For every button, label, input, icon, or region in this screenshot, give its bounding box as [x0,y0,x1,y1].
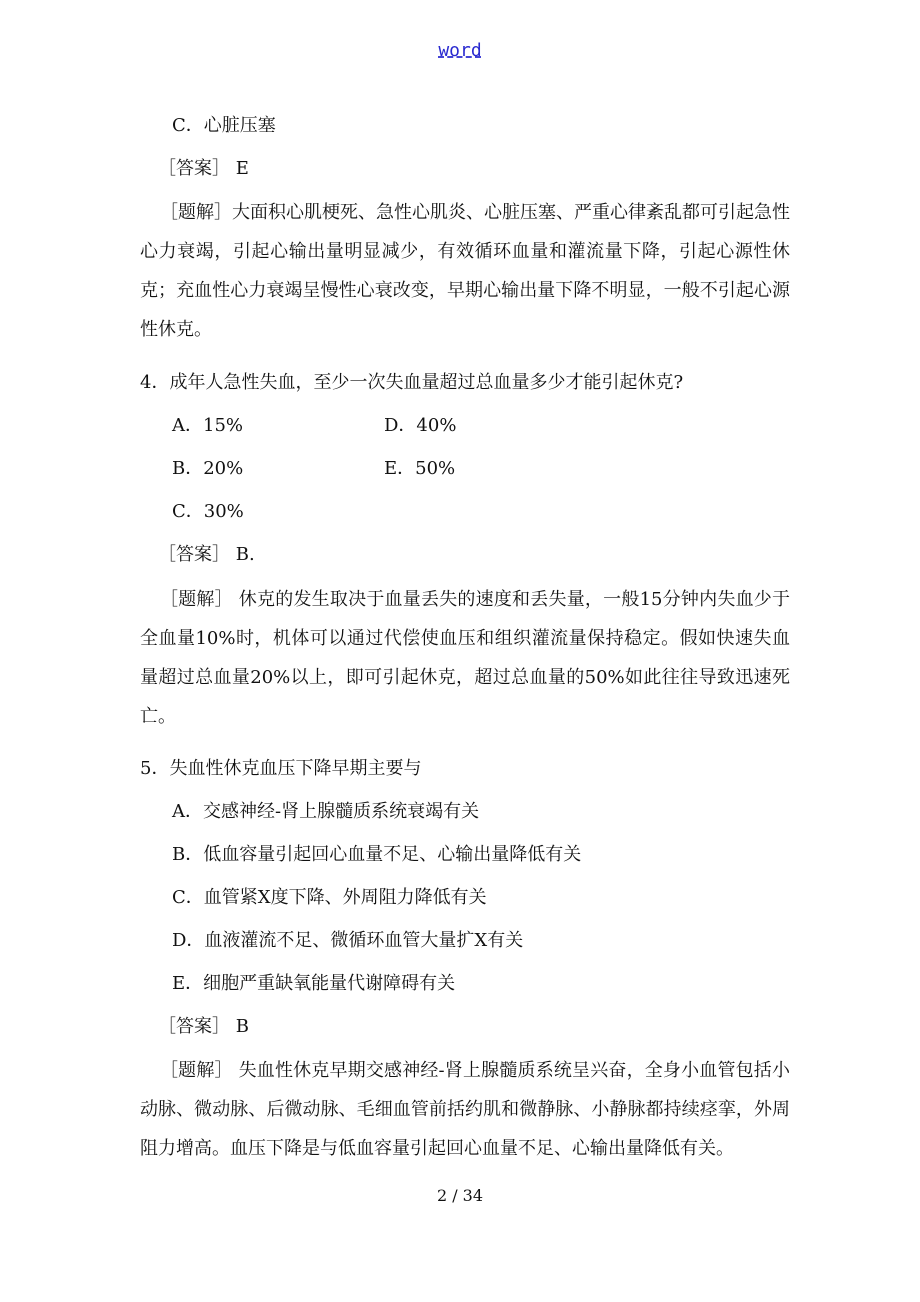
q5-explanation: ［题解］ 失血性休克早期交感神经-肾上腺髓质系统呈兴奋，全身小血管包括小动脉、微动脉、后微动脉、毛细血管前括约肌和微静脉、小静脉都持续痉挛，外周阻力增高。血压下降是与低血容量引起回心血量不足、心输出量降低有关。 [140,1060,790,1159]
page-number: 2 / 34 [436,1186,484,1205]
q5-option-a: A．交感神经-肾上腺髓质系统衰竭有关 [172,801,480,822]
q4-option-a: A．15% [172,415,244,436]
q5-answer: ［答案］ B [158,1016,249,1037]
q4-explanation: ［题解］ 休克的发生取决于血量丢失的速度和丢失量，一般15分钟内失血少于全血量10%时，机体可以通过代偿使血压和组织灌流量保持稳定。假如快速失血量超过总血量20%以上，即可引起休克，超过总血量的50%如此往往导致迅速死亡。 [140,589,790,727]
q4-option-c: C．30% [172,501,244,522]
q3-option-c: C．心脏压塞 [172,115,276,136]
q4-option-e: E．50% [384,458,456,479]
q5-option-e: E．细胞严重缺氧能量代谢障碍有关 [172,973,456,994]
q5-option-b: B．低血容量引起回心血量不足、心输出量降低有关 [172,844,582,865]
header-title: word [438,40,482,61]
q4-option-b: B．20% [172,458,244,479]
q5-option-d: D．血液灌流不足、微循环血管大量扩X有关 [172,930,524,951]
q4-question: 4．成年人急性失血，至少一次失血量超过总血量多少才能引起休克? [140,372,684,393]
q3-answer: ［答案］ E [158,158,249,179]
q5-question: 5．失血性休克血压下降早期主要与 [140,758,422,779]
q4-answer: ［答案］ B. [158,544,255,565]
q5-option-c: C．血管紧X度下降、外周阻力降低有关 [172,887,487,908]
q3-explanation: ［题解］大面积心肌梗死、急性心肌炎、心脏压塞、严重心律紊乱都可引起急性心力衰竭，引起心输出量明显减少，有效循环血量和灌流量下降，引起心源性休克；充血性心力衰竭呈慢性心衰改变，早期心输出量下降不明显，一般不引起心源性休克。 [140,202,790,340]
q4-option-d: D．40% [384,415,457,436]
